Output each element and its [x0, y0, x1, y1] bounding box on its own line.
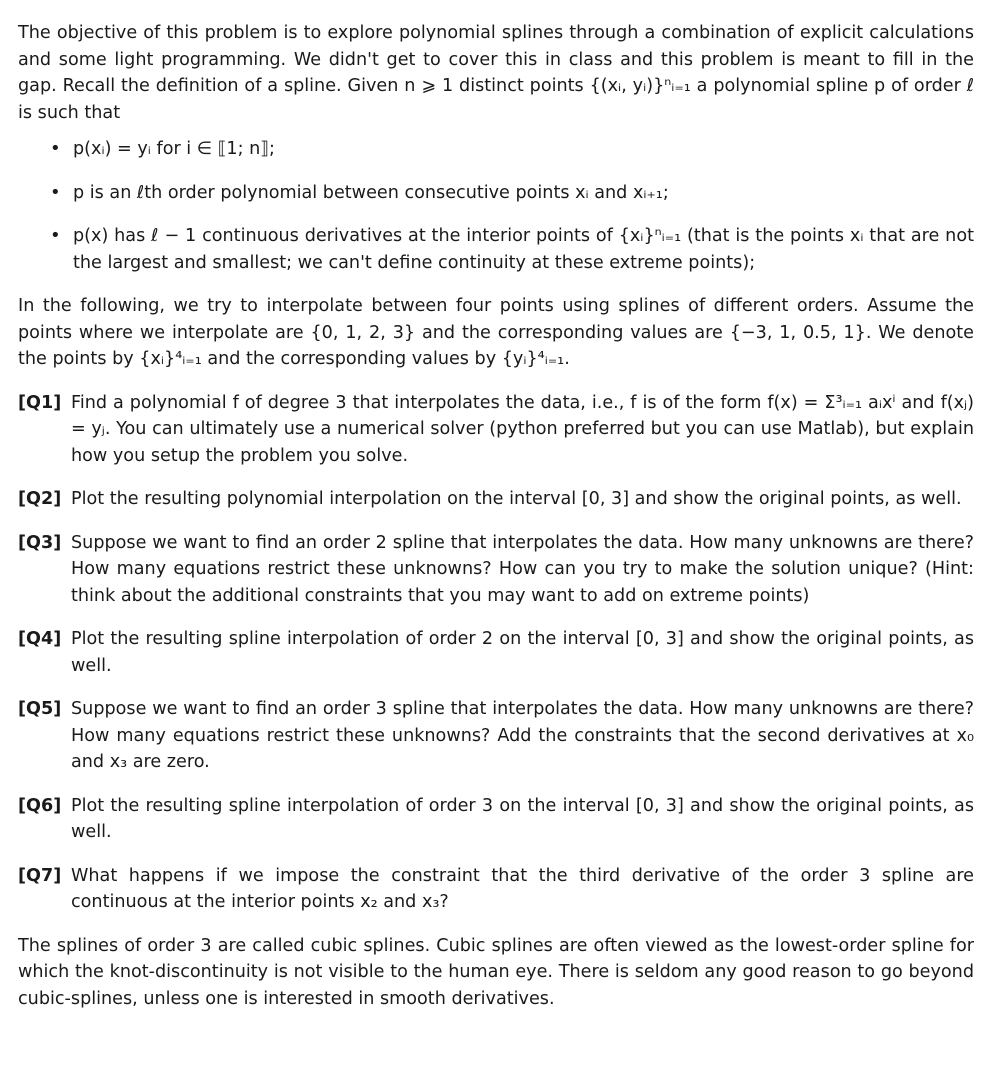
bullet-icon: • — [50, 138, 61, 159]
question-label: [Q2] — [18, 489, 62, 509]
question-text: Plot the resulting spline interpolation of order 2 on the interval [0, 3] and show the original points, as well. — [71, 629, 974, 676]
bullet-text: p(x) has ℓ − 1 continuous derivatives at the interior points of {xᵢ}ⁿᵢ₌₁ (that is the points xᵢ that are not the largest and smallest; we can't define continuity at these extreme points); — [73, 226, 974, 273]
bullet-text: p(xᵢ) = yᵢ for i ∈ ⟦1; n⟧; — [73, 139, 275, 159]
question-q4 — [18, 626, 974, 679]
question-text: Plot the resulting spline interpolation of order 3 on the interval [0, 3] and show the original points, as well. — [71, 795, 974, 842]
question-text: Find a polynomial f of degree 3 that interpolates the data, i.e., f is of the form f(x) = Σ³ᵢ₌₁ aᵢxⁱ and f(xⱼ) = yⱼ. You can ultimately use a numerical solver (python preferred but you can use Matlab), but explain how you setup the problem you solve. — [71, 392, 974, 466]
question-label: [Q1] — [18, 392, 62, 413]
bullet-icon: • — [50, 181, 61, 203]
bullet-icon: • — [50, 225, 61, 246]
question-text: Suppose we want to find an order 2 spline that interpolates the data. How many unknowns are there? How many equations restrict these unknowns? How can you try to make the solution unique? (Hint: think about the additional constraints that you may want to add on extreme points) — [71, 532, 974, 606]
list-item — [18, 223, 974, 276]
list-item — [18, 136, 974, 163]
question-label: [Q3] — [18, 532, 62, 553]
question-label: [Q5] — [18, 699, 62, 719]
question-text: What happens if we impose the constraint that the third derivative of the order 3 spline are continuous at the interior points x₂ and x₃? — [71, 865, 974, 912]
question-q7 — [18, 863, 974, 916]
spline-definition-list — [18, 136, 974, 276]
question-q2 — [18, 486, 974, 513]
list-item — [18, 180, 974, 207]
problem-document — [18, 20, 974, 1012]
bullet-text: p is an ℓth order polynomial between consecutive points xᵢ and xᵢ₊₁; — [73, 182, 669, 203]
question-q1 — [18, 390, 974, 470]
question-q3 — [18, 530, 974, 610]
question-q5 — [18, 696, 974, 776]
question-label: [Q7] — [18, 865, 62, 886]
question-text: Suppose we want to find an order 3 spline that interpolates the data. How many unknowns are there? How many equations restrict these unknowns? Add the constraints that the second derivatives at x₀ and x₃ are zero. — [71, 699, 974, 772]
question-label: [Q4] — [18, 629, 62, 649]
intro-paragraph: The objective of this problem is to explore polynomial splines through a combination of explicit calculations and some light programming. We didn't get to cover this in class and this problem is meant to fill in the gap. Recall the definition of a spline. Given n ⩾ 1 distinct points {(xᵢ, yᵢ)}ⁿᵢ₌₁ a polynomial spline p of order ℓ is such that — [18, 23, 974, 123]
following-paragraph: In the following, we try to interpolate between four points using splines of different orders. Assume the points where we interpolate are {0, 1, 2, 3} and the corresponding values are {−3, 1, 0.5, 1}. We denote the points by {xᵢ}⁴ᵢ₌₁ and the corresponding values by {yᵢ}⁴ᵢ₌₁. — [18, 296, 974, 369]
question-q6 — [18, 793, 974, 846]
question-text: Plot the resulting polynomial interpolation on the interval [0, 3] and show the original points, as well. — [71, 489, 962, 509]
question-label: [Q6] — [18, 795, 62, 816]
final-paragraph: The splines of order 3 are called cubic splines. Cubic splines are often viewed as the lowest-order spline for which the knot-discontinuity is not visible to the human eye. There is seldom any good reason to go beyond cubic-splines, unless one is interested in smooth derivatives. — [18, 935, 974, 1009]
